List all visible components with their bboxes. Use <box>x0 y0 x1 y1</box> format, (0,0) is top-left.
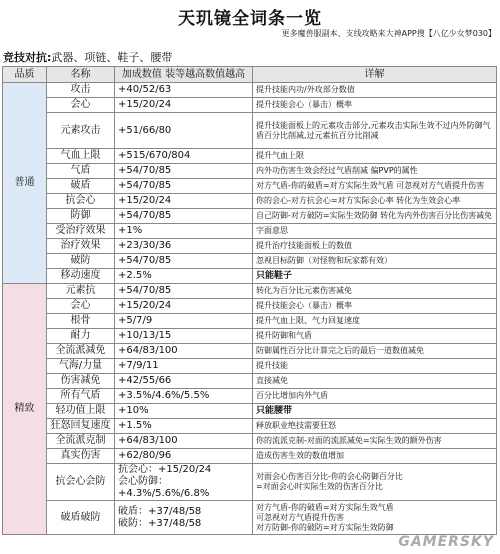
affix-name: 全流派克制 <box>47 434 115 449</box>
table-row <box>3 164 497 179</box>
affix-value: +2.5% <box>115 269 253 284</box>
table-row <box>3 389 497 404</box>
affix-desc: 百分比增加内外气盾 <box>253 389 497 404</box>
affix-name: 气血上限 <box>47 149 115 164</box>
col-header-desc: 详解 <box>253 67 497 83</box>
affix-name: 抗会心 <box>47 194 115 209</box>
table-row <box>3 501 497 535</box>
affix-desc: 提升技能会心（暴击）概率 <box>253 98 497 113</box>
table-row <box>3 83 497 98</box>
affix-value: +3.5%/4.6%/5.5% <box>115 389 253 404</box>
affix-desc: 直接减免 <box>253 374 497 389</box>
affix-value: +23/30/36 <box>115 239 253 254</box>
affix-desc-line: 对面会心伤害百分比-你的会心防御百分比 <box>256 472 403 481</box>
affix-table <box>2 66 497 535</box>
affix-value: +10/13/15 <box>115 329 253 344</box>
affix-value: +54/70/85 <box>115 179 253 194</box>
affix-desc: 字面意思 <box>253 224 497 239</box>
affix-desc: 提升技能面板上的元素攻击部分,元素攻击实际生效不过内外防御气盾百分比削减,过元素抗百分比削减 <box>253 113 497 149</box>
affix-desc: 防御属性百分比计算完之后的最后一道数值减免 <box>253 344 497 359</box>
affix-desc: 你的会心-对方抗会心=对方实际会心率 转化为生效会心率 <box>253 194 497 209</box>
table-row <box>3 449 497 464</box>
affix-desc: 你的流派克制-对面的流派减免=实际生效的额外伤害 <box>253 434 497 449</box>
table-row <box>3 98 497 113</box>
affix-value: +515/670/804 <box>115 149 253 164</box>
affix-value: +54/70/85 <box>115 254 253 269</box>
affix-desc: 造成伤害生效的数值增加 <box>253 449 497 464</box>
affix-desc-multi <box>253 501 497 535</box>
page-title: 天玑镜全词条一览 <box>178 9 322 29</box>
affix-desc-line: 对方气盾-你的破盾=对方实际生效气盾 <box>256 502 394 512</box>
affix-name: 防御 <box>47 209 115 224</box>
affix-desc: 提升防御和气盾 <box>253 329 497 344</box>
affix-value: +62/80/96 <box>115 449 253 464</box>
affix-desc: 转化为百分比元素伤害减免 <box>253 284 497 299</box>
affix-name: 破盾 <box>47 179 115 194</box>
affix-desc-line: 可忽视对方气盾提升伤害 <box>256 512 344 522</box>
affix-name: 破盾破防 <box>47 501 115 535</box>
affix-name: 元素抗 <box>47 284 115 299</box>
table-row <box>3 419 497 434</box>
affix-name: 治疗效果 <box>47 239 115 254</box>
affix-name: 会心 <box>47 98 115 113</box>
affix-desc: 释放职业绝技需要狂怒 <box>253 419 497 434</box>
affix-value-multi <box>115 464 253 501</box>
watermark: GAMERSKY <box>398 534 494 550</box>
affix-name: 气海/力量 <box>47 359 115 374</box>
affix-desc: 提升技能会心（暴击）概率 <box>253 299 497 314</box>
affix-name: 全流派减免 <box>47 344 115 359</box>
table-row <box>3 269 497 284</box>
category-normal: 普通 <box>3 83 47 284</box>
table-row <box>3 434 497 449</box>
affix-name: 移动速度 <box>47 269 115 284</box>
affix-value: +54/70/85 <box>115 284 253 299</box>
affix-name: 受治疗效果 <box>47 224 115 239</box>
table-row <box>3 224 497 239</box>
affix-desc: 提升气血上限、气力回复速度 <box>253 314 497 329</box>
table-row <box>3 404 497 419</box>
affix-value: +1% <box>115 224 253 239</box>
affix-value: +10% <box>115 404 253 419</box>
affix-name: 伤害减免 <box>47 374 115 389</box>
affix-name: 元素攻击 <box>47 113 115 149</box>
table-row <box>3 314 497 329</box>
table-row <box>3 284 497 299</box>
table-row <box>3 113 497 149</box>
affix-desc: 自己防御-对方破防=实际生效防御 转化为内外伤害百分比伤害减免 <box>253 209 497 224</box>
affix-desc: 忽视目标防御（对怪物和玩家都有效） <box>253 254 497 269</box>
affix-name: 耐力 <box>47 329 115 344</box>
affix-value-multi <box>115 501 253 535</box>
affix-desc: 只能腰带 <box>253 404 497 419</box>
affix-name: 气盾 <box>47 164 115 179</box>
col-header-value: 加成数值 装等越高数值越高 <box>115 67 253 83</box>
affix-value-line: 会心防御：+4.3%/5.6%/6.8% <box>118 476 210 499</box>
affix-value: +5/7/9 <box>115 314 253 329</box>
affix-desc: 只能鞋子 <box>253 269 497 284</box>
affix-value: +64/83/100 <box>115 434 253 449</box>
table-row <box>3 194 497 209</box>
affix-value: +15/20/24 <box>115 98 253 113</box>
table-row <box>3 209 497 224</box>
affix-name: 狂怒回复速度 <box>47 419 115 434</box>
affix-desc: 提升技能 <box>253 359 497 374</box>
col-header-category: 品质 <box>3 67 47 83</box>
affix-desc-multi <box>253 464 497 501</box>
table-row <box>3 329 497 344</box>
affix-desc-line: =对面会心时实际生效的伤害百分比 <box>256 482 383 491</box>
category-fine: 精致 <box>3 284 47 535</box>
table-row <box>3 254 497 269</box>
table-row <box>3 239 497 254</box>
affix-value-line: 破盾：+37/48/58 <box>118 505 202 517</box>
affix-name: 轻功值上限 <box>47 404 115 419</box>
page-subtitle: 更多魔兽服副本、支线攻略来大神APP搜【八亿少女梦030】 <box>281 29 496 38</box>
table-row <box>3 149 497 164</box>
affix-desc: 对方气盾-你的破盾=对方实际生效气盾 可忽视对方气盾提升伤害 <box>253 179 497 194</box>
section-label: 竞技对抗: <box>3 51 52 64</box>
table-row <box>3 464 497 501</box>
affix-value-line: 抗会心：+15/20/24 <box>118 464 212 475</box>
affix-value: +15/20/24 <box>115 194 253 209</box>
affix-name: 会心 <box>47 299 115 314</box>
affix-name: 抗会心会防 <box>47 464 115 501</box>
affix-value: +7/9/11 <box>115 359 253 374</box>
section-items: 武器、项链、鞋子、腰带 <box>51 51 173 64</box>
affix-desc-line: 对方防御-你的破防=对方实际生效防御 <box>256 522 394 532</box>
affix-name: 根骨 <box>47 314 115 329</box>
affix-desc: 提升治疗技能面板上的数值 <box>253 239 497 254</box>
affix-value: +54/70/85 <box>115 164 253 179</box>
affix-name: 真实伤害 <box>47 449 115 464</box>
col-header-name: 名称 <box>47 67 115 83</box>
affix-desc: 提升技能内功/外攻部分数值 <box>253 83 497 98</box>
affix-value: +54/70/85 <box>115 209 253 224</box>
affix-name: 所有气盾 <box>47 389 115 404</box>
affix-desc: 提升气血上限 <box>253 149 497 164</box>
affix-value-line: 破防：+37/48/58 <box>118 517 202 529</box>
affix-value: +40/52/63 <box>115 83 253 98</box>
affix-value: +1.5% <box>115 419 253 434</box>
affix-name: 攻击 <box>47 83 115 98</box>
table-row <box>3 359 497 374</box>
affix-name: 破防 <box>47 254 115 269</box>
table-row <box>3 179 497 194</box>
affix-value: +42/55/66 <box>115 374 253 389</box>
table-row <box>3 344 497 359</box>
table-row <box>3 374 497 389</box>
table-header-row <box>3 67 497 83</box>
affix-desc: 内外功伤害生效会经过气盾削减 偏PVP的属性 <box>253 164 497 179</box>
affix-value: +51/66/80 <box>115 113 253 149</box>
section-heading <box>3 49 172 65</box>
affix-value: +64/83/100 <box>115 344 253 359</box>
affix-value: +15/20/24 <box>115 299 253 314</box>
table-row <box>3 299 497 314</box>
